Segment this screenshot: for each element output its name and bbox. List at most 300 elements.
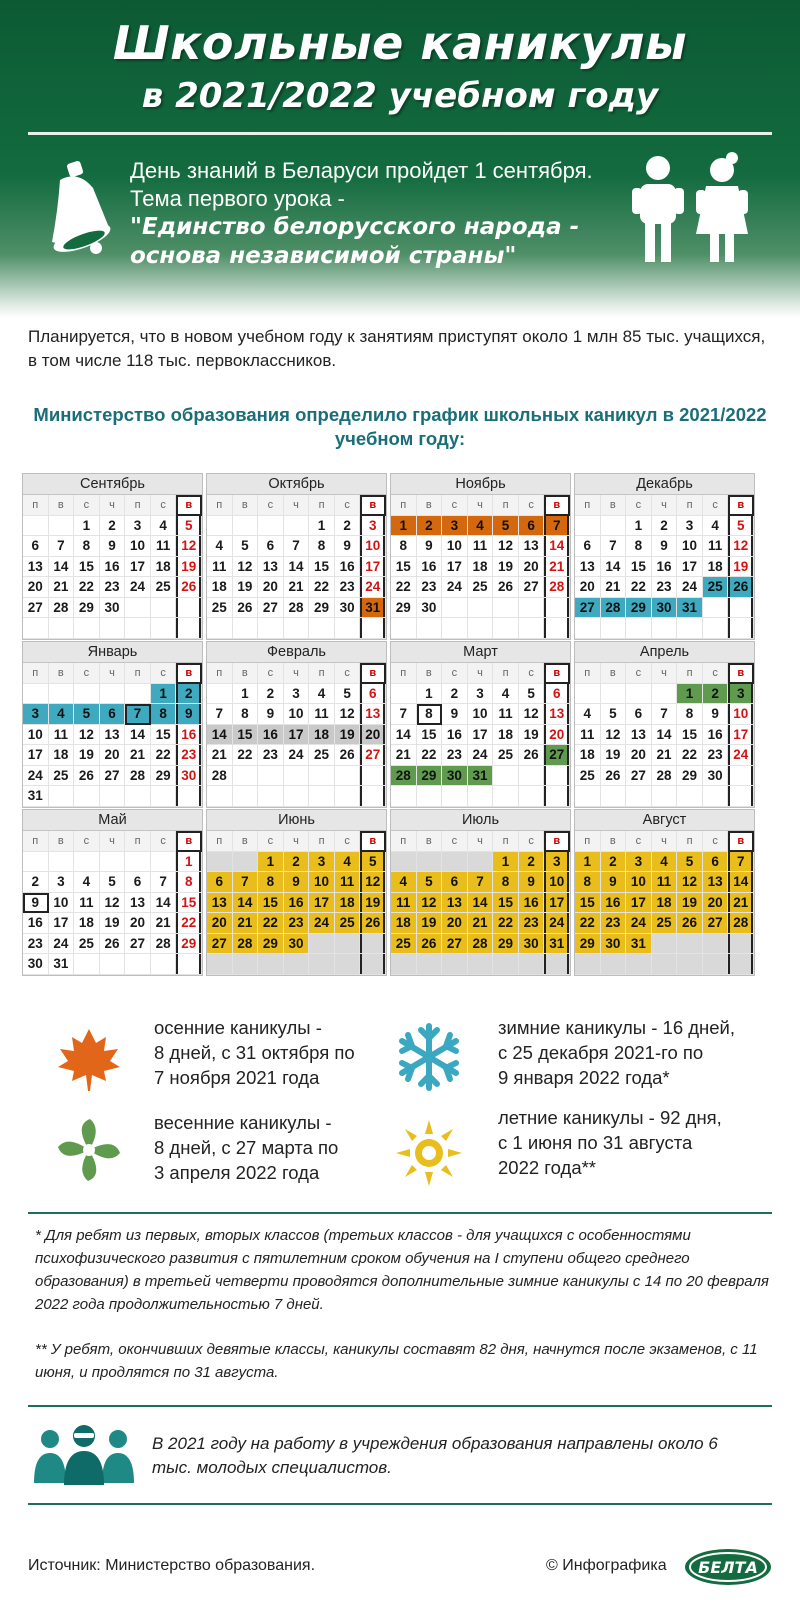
weekday-header: с	[626, 495, 652, 516]
calendar-empty-cell	[233, 786, 259, 807]
calendar-empty-cell	[442, 954, 468, 975]
lesson-theme-line-2: основа независимой страны"	[130, 243, 517, 269]
calendar-empty-cell	[703, 786, 729, 807]
weekday-header: п	[125, 663, 151, 684]
calendar-day: 24	[677, 577, 703, 598]
calendar-day: 6	[703, 852, 729, 873]
bell-icon	[38, 160, 118, 260]
weekday-header: в	[176, 831, 202, 852]
calendar-day: 29	[493, 934, 519, 955]
calendar-empty-cell	[626, 786, 652, 807]
calendar-day: 14	[125, 725, 151, 746]
calendar-day: 18	[468, 557, 494, 578]
calendar-empty-cell	[309, 618, 335, 639]
calendar-day: 13	[519, 536, 545, 557]
calendar-day: 19	[176, 557, 202, 578]
calendar-empty-cell	[703, 598, 729, 619]
weekday-header: п	[309, 495, 335, 516]
calendar-day: 23	[417, 577, 443, 598]
calendar-empty-cell	[74, 786, 100, 807]
weekday-header: с	[335, 663, 361, 684]
calendar-day: 30	[442, 766, 468, 787]
footnote-extra-winter: * Для ребят из первых, вторых классов (третьих классов - для учащихся с особенностями психофизического развития с пятилетним сроком обучения на I ступени общего среднего образования) в третьей четверти проводятся дополнительные зимние каникулы с 14 по 20 февраля 2022 года продолжительностью 7 дней.	[35, 1227, 769, 1313]
calendar-day: 2	[601, 852, 627, 873]
calendar-day: 17	[309, 893, 335, 914]
calendar-day: 6	[544, 684, 570, 705]
calendar-day: 28	[233, 934, 259, 955]
calendar-empty-cell	[493, 618, 519, 639]
calendar-empty-cell	[391, 684, 417, 705]
weekday-header: с	[626, 663, 652, 684]
calendar-day: 25	[575, 766, 601, 787]
calendar-empty-cell	[417, 618, 443, 639]
calendar-day: 22	[151, 745, 177, 766]
weekday-header: в	[601, 831, 627, 852]
calendar-empty-cell	[677, 786, 703, 807]
calendar-day: 2	[23, 872, 49, 893]
calendar-day: 21	[601, 577, 627, 598]
calendar-day: 17	[360, 557, 386, 578]
calendar-day: 31	[360, 598, 386, 619]
calendar-day: 3	[626, 852, 652, 873]
calendar-day: 2	[176, 684, 202, 705]
calendar-day: 3	[23, 704, 49, 725]
calendar-day: 1	[391, 516, 417, 537]
calendar-day: 12	[335, 704, 361, 725]
calendar-empty-cell	[468, 618, 494, 639]
calendar-day: 5	[176, 516, 202, 537]
calendar-day: 3	[728, 684, 754, 705]
calendar-day: 2	[703, 684, 729, 705]
calendar-empty-cell	[176, 598, 202, 619]
calendar-day: 25	[309, 745, 335, 766]
calendar-day: 29	[677, 766, 703, 787]
calendar-empty-cell	[176, 954, 202, 975]
calendar-day: 8	[391, 536, 417, 557]
weekday-header: п	[309, 663, 335, 684]
calendar-day: 3	[677, 516, 703, 537]
weekday-header: п	[493, 831, 519, 852]
calendar-empty-cell	[335, 766, 361, 787]
weekday-header: в	[233, 495, 259, 516]
weekday-header: п	[575, 831, 601, 852]
calendar-day: 30	[23, 954, 49, 975]
calendar-day: 8	[74, 536, 100, 557]
calendar-day: 2	[417, 516, 443, 537]
calendar-day: 13	[23, 557, 49, 578]
calendar-day: 5	[335, 684, 361, 705]
calendar-day: 20	[23, 577, 49, 598]
maple-leaf-icon	[54, 1025, 124, 1095]
calendar-day: 29	[309, 598, 335, 619]
calendar-empty-cell	[360, 934, 386, 955]
weekday-header: с	[626, 831, 652, 852]
weekday-header: п	[677, 663, 703, 684]
calendar-day: 16	[417, 557, 443, 578]
calendar-day: 5	[519, 684, 545, 705]
calendar-empty-cell	[335, 786, 361, 807]
calendar-day: 9	[335, 536, 361, 557]
calendar-empty-cell	[100, 684, 126, 705]
calendar-day: 4	[652, 852, 678, 873]
calendar-day: 14	[728, 872, 754, 893]
calendar-empty-cell	[233, 618, 259, 639]
calendar-day: 23	[284, 913, 310, 934]
calendar-day: 9	[258, 704, 284, 725]
calendar-day: 2	[335, 516, 361, 537]
calendar-empty-cell	[575, 786, 601, 807]
calendar-day: 29	[151, 766, 177, 787]
calendar-day: 25	[652, 913, 678, 934]
calendar-day: 14	[284, 557, 310, 578]
calendar-day: 5	[728, 516, 754, 537]
calendar-day: 21	[468, 913, 494, 934]
calendar-day: 14	[544, 536, 570, 557]
calendar-day: 7	[652, 704, 678, 725]
calendar-empty-cell	[74, 618, 100, 639]
calendar-day: 30	[652, 598, 678, 619]
calendar-empty-cell	[125, 618, 151, 639]
calendar-day: 22	[176, 913, 202, 934]
calendar-day: 7	[544, 516, 570, 537]
calendar-day: 18	[49, 745, 75, 766]
weekday-header: с	[74, 663, 100, 684]
calendar-day: 11	[493, 704, 519, 725]
calendar-empty-cell	[519, 766, 545, 787]
calendar-day: 9	[23, 893, 49, 914]
calendar-day: 4	[74, 872, 100, 893]
spring-legend-line: весенние каникулы -	[154, 1112, 332, 1133]
calendar-day: 19	[335, 725, 361, 746]
calendar-empty-cell	[493, 598, 519, 619]
calendar-day: 30	[703, 766, 729, 787]
calendar-day: 28	[125, 766, 151, 787]
calendar-empty-cell	[575, 954, 601, 975]
calendar-day: 18	[151, 557, 177, 578]
calendar-day: 12	[74, 725, 100, 746]
calendar-day: 22	[575, 913, 601, 934]
calendar-day: 15	[258, 893, 284, 914]
calendar-day: 7	[728, 852, 754, 873]
calendar-empty-cell	[125, 954, 151, 975]
weekday-header: в	[49, 495, 75, 516]
calendar-empty-cell	[23, 516, 49, 537]
calendar-day: 15	[575, 893, 601, 914]
weekday-header: п	[391, 663, 417, 684]
calendar-empty-cell	[575, 684, 601, 705]
weekday-header: п	[125, 831, 151, 852]
calendar-day: 28	[391, 766, 417, 787]
calendar-day: 5	[233, 536, 259, 557]
calendar-day: 25	[468, 577, 494, 598]
calendar-empty-cell	[652, 786, 678, 807]
weekday-header: п	[125, 495, 151, 516]
weekday-header: с	[335, 495, 361, 516]
calendar-day: 22	[493, 913, 519, 934]
calendar-day: 28	[207, 766, 233, 787]
calendar-day: 10	[728, 704, 754, 725]
calendar-empty-cell	[360, 786, 386, 807]
calendar-day: 23	[176, 745, 202, 766]
calendar-day: 8	[493, 872, 519, 893]
calendar-day: 16	[703, 725, 729, 746]
calendar-empty-cell	[493, 786, 519, 807]
calendar-day: 10	[360, 536, 386, 557]
calendar-empty-cell	[544, 618, 570, 639]
calendar-day: 25	[207, 598, 233, 619]
calendar-day: 27	[703, 913, 729, 934]
weekday-header: в	[601, 495, 627, 516]
calendar-empty-cell	[309, 954, 335, 975]
month-calendar	[206, 641, 387, 808]
calendar-empty-cell	[626, 618, 652, 639]
calendar-day: 8	[233, 704, 259, 725]
calendar-empty-cell	[258, 954, 284, 975]
calendar-day: 8	[626, 536, 652, 557]
calendar-empty-cell	[677, 618, 703, 639]
calendar-day: 10	[626, 872, 652, 893]
calendar-empty-cell	[100, 852, 126, 873]
weekday-header: с	[519, 831, 545, 852]
calendar-day: 25	[74, 934, 100, 955]
calendar-empty-cell	[258, 786, 284, 807]
calendar-empty-cell	[49, 786, 75, 807]
calendar-day: 13	[575, 557, 601, 578]
calendar-empty-cell	[601, 684, 627, 705]
calendar-day: 3	[284, 684, 310, 705]
calendar-day: 1	[677, 684, 703, 705]
calendar-day: 19	[728, 557, 754, 578]
calendar-day: 28	[284, 598, 310, 619]
calendar-day: 3	[544, 852, 570, 873]
calendar-day: 14	[601, 557, 627, 578]
weekday-header: п	[575, 663, 601, 684]
weekday-header: п	[207, 495, 233, 516]
calendar-day: 27	[23, 598, 49, 619]
calendar-day: 29	[391, 598, 417, 619]
calendar-day: 7	[391, 704, 417, 725]
calendar-day: 7	[207, 704, 233, 725]
calendar-day: 23	[442, 745, 468, 766]
weekday-header: ч	[468, 495, 494, 516]
calendar-day: 1	[233, 684, 259, 705]
copyright: © Инфографика	[546, 1557, 667, 1574]
calendar-day: 8	[417, 704, 443, 725]
calendar-day: 14	[49, 557, 75, 578]
calendar-day: 24	[544, 913, 570, 934]
calendar-day: 26	[335, 745, 361, 766]
weekday-header: с	[442, 663, 468, 684]
calendar-empty-cell	[677, 934, 703, 955]
calendar-day: 23	[100, 577, 126, 598]
calendar-day: 9	[703, 704, 729, 725]
calendar-empty-cell	[652, 684, 678, 705]
calendar-day: 10	[125, 536, 151, 557]
calendar-day: 21	[125, 745, 151, 766]
calendar-day: 25	[49, 766, 75, 787]
calendar-empty-cell	[335, 934, 361, 955]
calendar-day: 9	[519, 872, 545, 893]
calendar-day: 16	[519, 893, 545, 914]
calendar-empty-cell	[258, 516, 284, 537]
calendar-empty-cell	[151, 786, 177, 807]
calendar-empty-cell	[151, 618, 177, 639]
calendar-day: 7	[233, 872, 259, 893]
calendar-empty-cell	[601, 954, 627, 975]
calendar-empty-cell	[233, 516, 259, 537]
calendar-day: 18	[309, 725, 335, 746]
calendar-empty-cell	[49, 684, 75, 705]
calendar-day: 9	[417, 536, 443, 557]
calendar-day: 22	[74, 577, 100, 598]
calendar-empty-cell	[309, 786, 335, 807]
weekday-header: с	[258, 663, 284, 684]
calendar-day: 4	[335, 852, 361, 873]
month-calendar	[390, 473, 571, 640]
calendar-day: 29	[176, 934, 202, 955]
calendar-day: 12	[728, 536, 754, 557]
calendar-day: 19	[519, 725, 545, 746]
calendar-day: 8	[677, 704, 703, 725]
calendar-day: 26	[417, 934, 443, 955]
weekday-header: ч	[100, 831, 126, 852]
calendar-day: 21	[652, 745, 678, 766]
calendar-day: 19	[601, 745, 627, 766]
calendar-empty-cell	[728, 598, 754, 619]
calendar-empty-cell	[125, 684, 151, 705]
calendar-day: 1	[575, 852, 601, 873]
month-name: Декабрь	[575, 474, 754, 495]
calendar-day: 27	[258, 598, 284, 619]
calendar-day: 1	[176, 852, 202, 873]
schoolchildren-icon	[626, 150, 756, 270]
winter-legend-line: 9 января 2022 года*	[498, 1067, 670, 1088]
calendar-day: 21	[207, 745, 233, 766]
calendar-day: 11	[49, 725, 75, 746]
calendar-day: 15	[233, 725, 259, 746]
weekday-header: в	[544, 495, 570, 516]
calendar-day: 20	[125, 913, 151, 934]
calendar-day: 18	[493, 725, 519, 746]
calendar-empty-cell	[23, 684, 49, 705]
calendar-day: 2	[100, 516, 126, 537]
calendar-day: 27	[626, 766, 652, 787]
calendar-day: 11	[391, 893, 417, 914]
calendar-day: 5	[601, 704, 627, 725]
calendar-day: 5	[677, 852, 703, 873]
weekday-header: с	[519, 663, 545, 684]
calendar-day: 16	[176, 725, 202, 746]
young-specialists-note: В 2021 году на работу в учреждения образования направлены около 6 тыс. молодых специалистов.	[152, 1434, 718, 1477]
calendar-day: 1	[493, 852, 519, 873]
calendar-empty-cell	[544, 766, 570, 787]
calendar-empty-cell	[360, 618, 386, 639]
calendar-day: 30	[519, 934, 545, 955]
calendar-day: 19	[417, 913, 443, 934]
weekday-header: с	[258, 495, 284, 516]
calendar-day: 23	[601, 913, 627, 934]
calendar-day: 22	[626, 577, 652, 598]
calendar-day: 17	[468, 725, 494, 746]
calendar-empty-cell	[468, 786, 494, 807]
calendar-empty-cell	[493, 766, 519, 787]
calendar-day: 16	[442, 725, 468, 746]
source-credit: Источник: Министерство образования.	[28, 1557, 316, 1574]
calendar-empty-cell	[309, 934, 335, 955]
calendar-empty-cell	[544, 598, 570, 619]
calendar-day: 13	[258, 557, 284, 578]
calendar-day: 27	[575, 598, 601, 619]
calendar-day: 30	[601, 934, 627, 955]
calendar-day: 28	[151, 934, 177, 955]
calendar-day: 3	[468, 684, 494, 705]
weekday-header: с	[258, 831, 284, 852]
calendar-day: 24	[309, 913, 335, 934]
calendar-empty-cell	[391, 852, 417, 873]
calendar-day: 23	[652, 577, 678, 598]
calendar-day: 11	[335, 872, 361, 893]
month-calendar	[390, 641, 571, 808]
calendar-empty-cell	[442, 598, 468, 619]
logo-text: БЕЛТА	[698, 1558, 758, 1577]
calendar-empty-cell	[468, 852, 494, 873]
header-divider	[28, 132, 772, 135]
calendar-day: 19	[677, 893, 703, 914]
calendar-day: 23	[519, 913, 545, 934]
calendar-day: 7	[601, 536, 627, 557]
weekday-header: в	[360, 831, 386, 852]
weekday-header: в	[544, 663, 570, 684]
calendar-day: 26	[360, 913, 386, 934]
calendar-day: 25	[493, 745, 519, 766]
calendar-empty-cell	[100, 618, 126, 639]
calendar-empty-cell	[519, 954, 545, 975]
calendar-day: 16	[335, 557, 361, 578]
calendar-day: 27	[100, 766, 126, 787]
calendar-empty-cell	[309, 766, 335, 787]
calendar-empty-cell	[519, 618, 545, 639]
calendar-day: 11	[468, 536, 494, 557]
calendar-day: 24	[49, 934, 75, 955]
weekday-header: ч	[652, 495, 678, 516]
weekday-header: п	[391, 495, 417, 516]
month-calendar	[22, 809, 203, 976]
weekday-header: в	[728, 663, 754, 684]
calendar-day: 28	[49, 598, 75, 619]
calendar-day: 1	[626, 516, 652, 537]
calendar-empty-cell	[493, 954, 519, 975]
calendar-empty-cell	[335, 618, 361, 639]
weekday-header: п	[493, 495, 519, 516]
month-calendar	[574, 809, 755, 976]
ministry-heading: Министерство образования определило график школьных каникул в 2021/2022 учебном году:	[33, 404, 767, 449]
calendar-empty-cell	[176, 786, 202, 807]
calendar-day: 2	[652, 516, 678, 537]
calendar-day: 12	[519, 704, 545, 725]
weekday-header: в	[417, 495, 443, 516]
calendar-empty-cell	[626, 684, 652, 705]
calendar-day: 20	[100, 745, 126, 766]
calendar-day: 18	[652, 893, 678, 914]
weekday-header: ч	[100, 495, 126, 516]
calendar-day: 11	[151, 536, 177, 557]
summer-legend	[498, 1105, 722, 1180]
calendar-day: 31	[23, 786, 49, 807]
calendar-day: 10	[468, 704, 494, 725]
weekday-header: в	[601, 663, 627, 684]
calendar-day: 30	[284, 934, 310, 955]
calendar-day: 18	[391, 913, 417, 934]
